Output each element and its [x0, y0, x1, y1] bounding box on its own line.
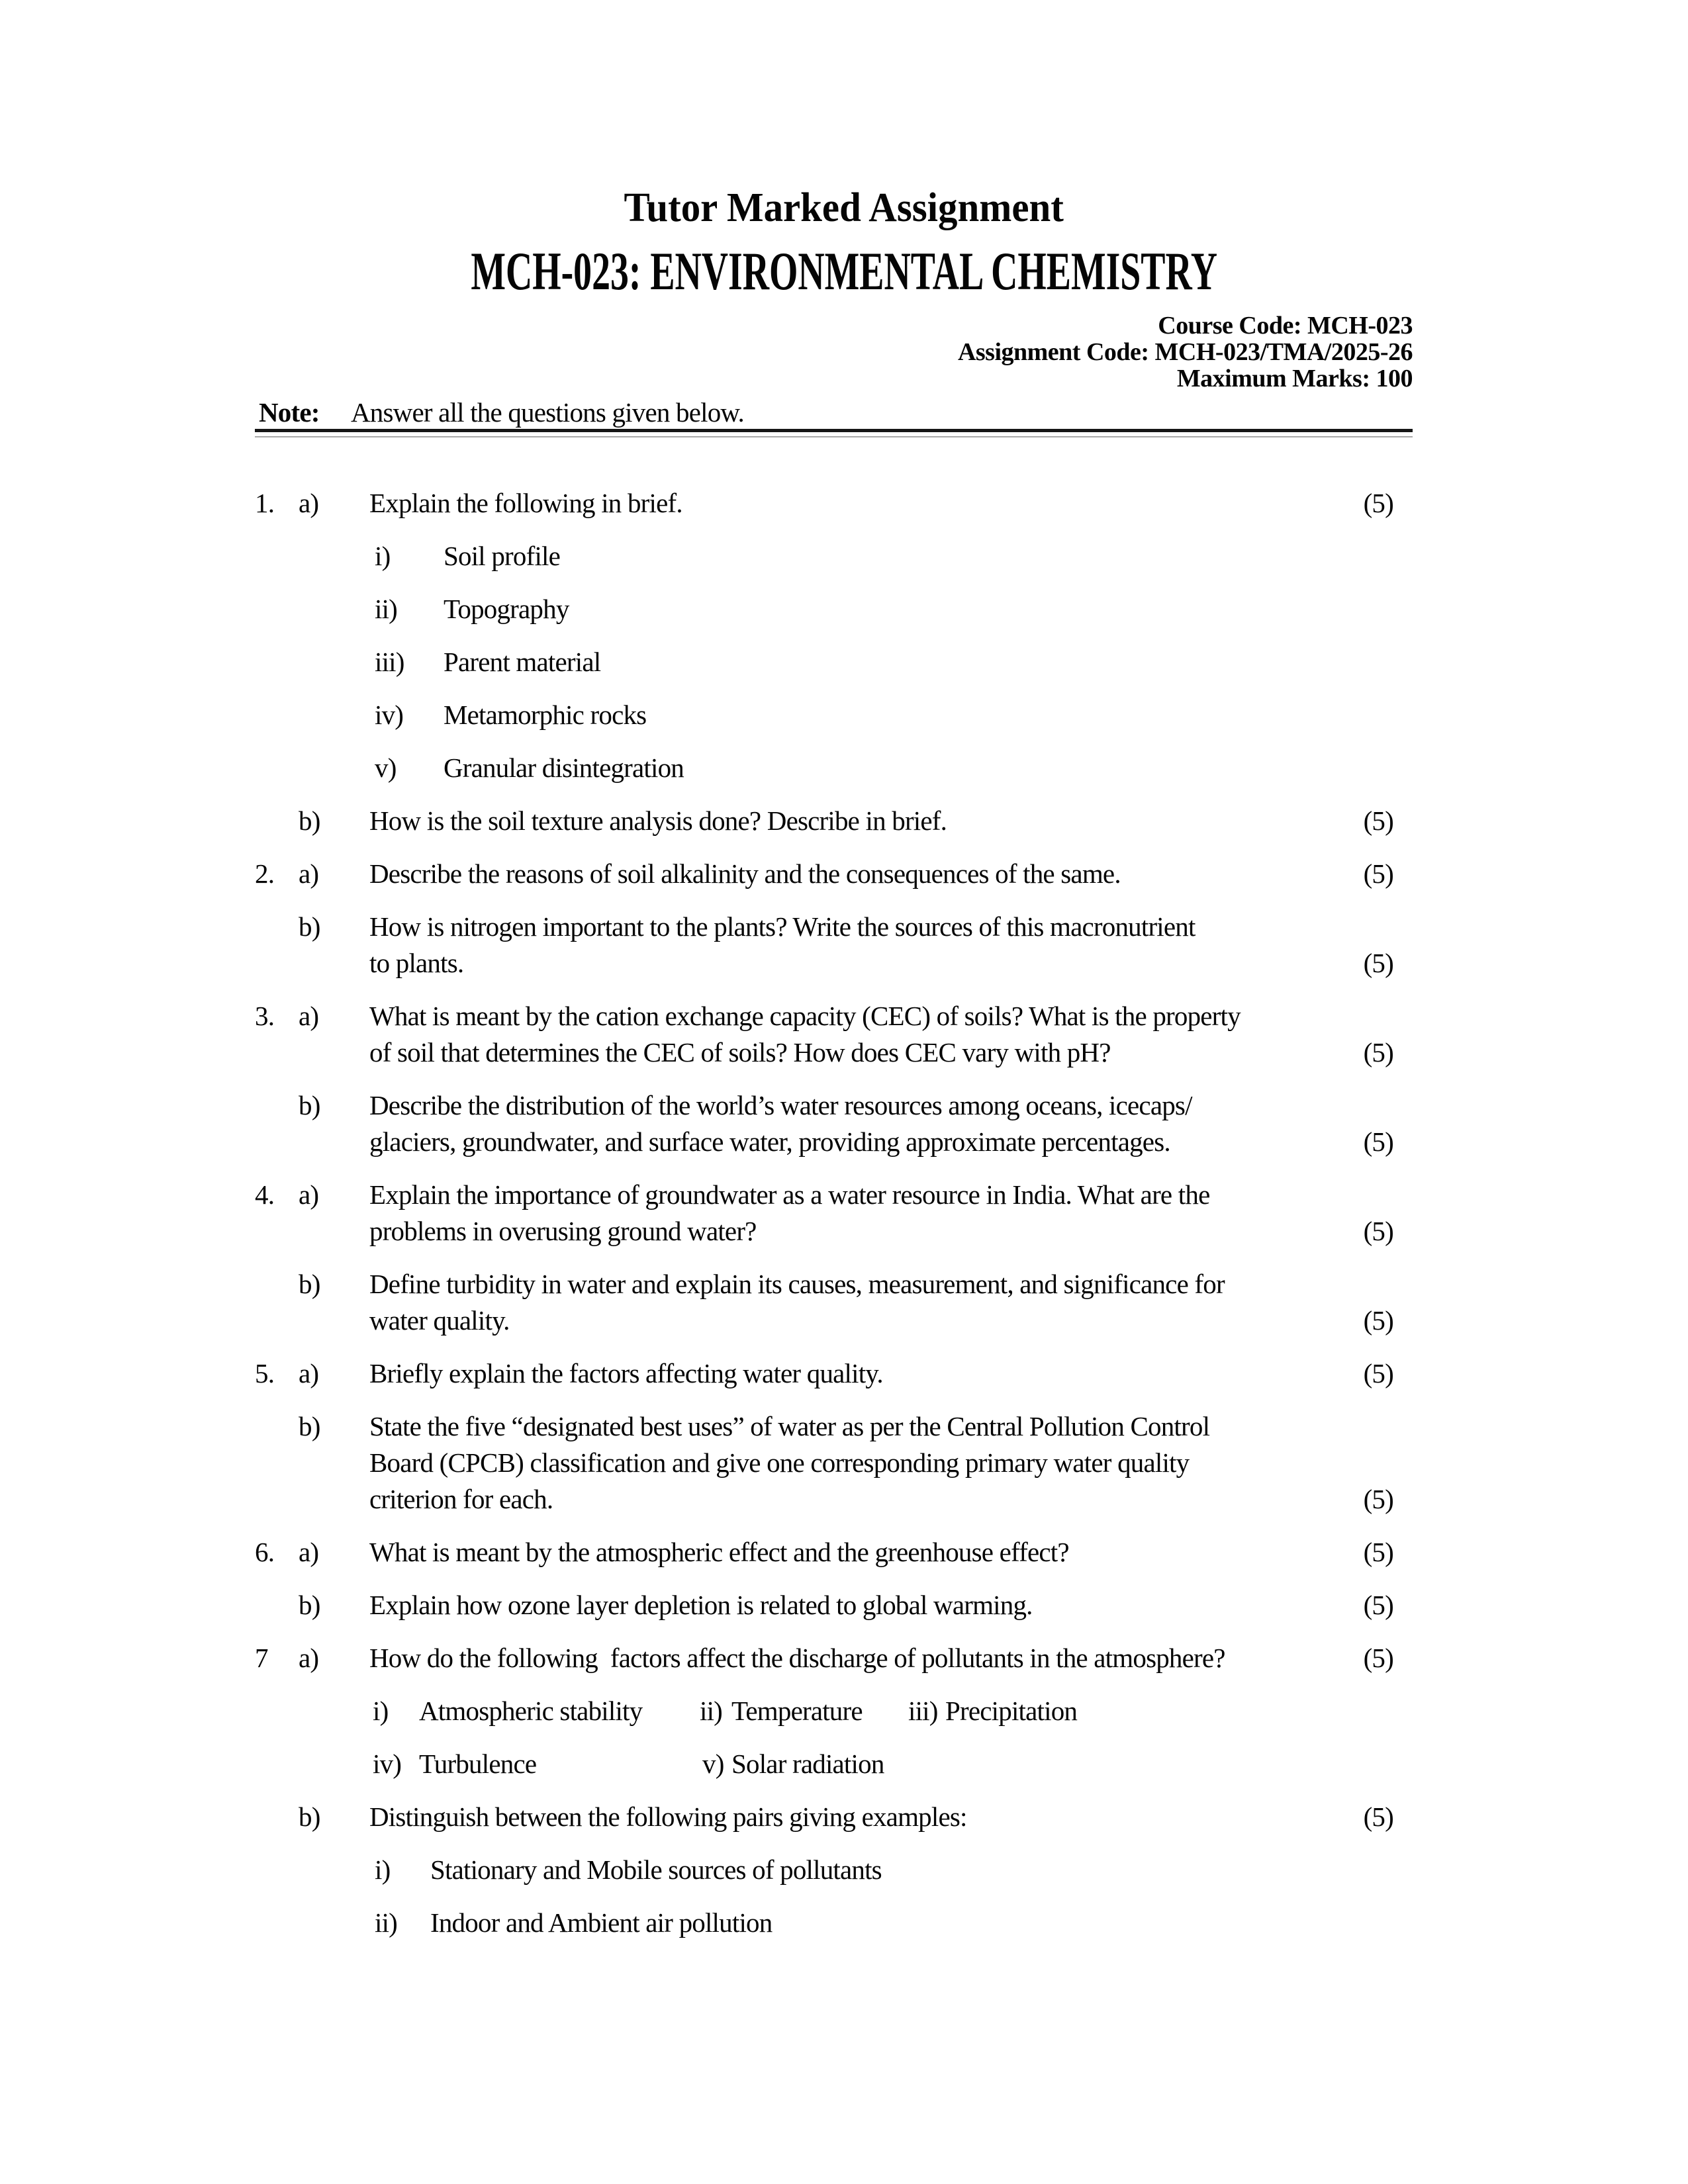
- subitem: [369, 1905, 1314, 1941]
- subitem-row-1a-iii: [255, 644, 1393, 680]
- factors-line: [369, 1693, 1314, 1729]
- spacer: [255, 1799, 299, 1835]
- factor-text: Turbulence: [419, 1749, 537, 1779]
- part-text: [369, 856, 1314, 892]
- factor-item: [702, 1746, 884, 1782]
- subitem-text: Topography: [444, 594, 569, 624]
- question-row-3a: [255, 998, 1393, 1071]
- question-text-line: How is nitrogen important to the plants? Write the sources of this macronutrient: [369, 911, 1196, 942]
- subitem-text: Parent material: [444, 647, 601, 677]
- question-row-3b: [255, 1087, 1393, 1160]
- part-letter: a): [299, 1358, 319, 1388]
- question-text-line: How do the following factors affect the discharge of pollutants in the atmosphere?: [369, 1643, 1225, 1673]
- subitem-text: Stationary and Mobile sources of pollutants: [430, 1854, 882, 1885]
- assignment-meta: [0, 312, 1688, 392]
- question-row-5b: [255, 1408, 1393, 1518]
- question-text-line: water quality.: [369, 1305, 510, 1336]
- marks-label: (5): [1363, 1305, 1393, 1336]
- part-text: [369, 1355, 1314, 1392]
- question-text-line: What is meant by the atmospheric effect and the greenhouse effect?: [369, 1537, 1069, 1567]
- factors-line: [369, 1746, 1314, 1782]
- spacer: [255, 1693, 299, 1729]
- factor-text: Atmospheric stability: [419, 1696, 643, 1726]
- part-letter: a): [299, 1179, 319, 1210]
- question-text-line: State the five “designated best uses” of water as per the Central Pollution Control: [369, 1411, 1210, 1441]
- part-letter: b): [299, 1090, 320, 1120]
- marks-label: (5): [1363, 1037, 1393, 1068]
- question-row-7b: [255, 1799, 1393, 1835]
- part-letter: a): [299, 1643, 319, 1673]
- question-number: 3.: [255, 1001, 275, 1031]
- question-text-line: to plants.: [369, 948, 464, 978]
- question-text-line: Explain the following in brief.: [369, 488, 682, 518]
- question-number: 2.: [255, 858, 275, 889]
- note-label: Note:: [259, 397, 320, 428]
- marks-label: (5): [1363, 1537, 1393, 1567]
- marks-label: (5): [1363, 1126, 1393, 1157]
- divider-rule-main: [255, 429, 1413, 432]
- question-text-line: Explain the importance of groundwater as a water resource in India. What are the: [369, 1179, 1210, 1210]
- spacer: [299, 1693, 369, 1729]
- question-text-line: Describe the reasons of soil alkalinity and the consequences of the same.: [369, 858, 1121, 889]
- factors-row-2: [255, 1746, 1393, 1782]
- subitem-row-7b-i: [255, 1852, 1393, 1888]
- question-row-4b: [255, 1266, 1393, 1339]
- assignment-code: Assignment Code: MCH-023/TMA/2025-26: [957, 338, 1413, 366]
- spacer: [255, 909, 299, 981]
- spacer: [299, 750, 369, 786]
- spacer: [299, 538, 369, 574]
- subitem-text: Metamorphic rocks: [444, 700, 647, 730]
- factor-text: Temperature: [731, 1696, 863, 1726]
- question-number: 5.: [255, 1358, 275, 1388]
- subitem-row-1a-iv: [255, 697, 1393, 733]
- part-text: [369, 485, 1314, 522]
- spacer: [255, 591, 299, 627]
- subitem-text: Granular disintegration: [444, 752, 684, 783]
- marks-label: (5): [1363, 1801, 1393, 1832]
- subitem-label: i): [375, 541, 391, 571]
- factor-item: [908, 1693, 1077, 1729]
- part-text: [369, 909, 1314, 981]
- subitem-label: ii): [375, 1907, 398, 1938]
- marks-label: (5): [1363, 805, 1393, 836]
- question-text-line: What is meant by the cation exchange capacity (CEC) of soils? What is the property: [369, 1001, 1241, 1031]
- marks-label: (5): [1363, 948, 1393, 978]
- marks-label: (5): [1363, 1643, 1393, 1673]
- questions-list: [0, 485, 1688, 1941]
- subitem: [369, 538, 1314, 574]
- factor-label: iii): [908, 1696, 938, 1726]
- subitem: [369, 750, 1314, 786]
- part-letter: b): [299, 1411, 320, 1441]
- course-title-text: MCH-023: ENVIRONMENTAL CHEMISTRY: [471, 241, 1217, 301]
- course-code: Course Code: MCH-023: [1158, 312, 1413, 340]
- question-row-5a: [255, 1355, 1393, 1392]
- spacer: [299, 697, 369, 733]
- factor-item: [373, 1693, 642, 1729]
- part-letter: a): [299, 1537, 319, 1567]
- question-text-line: of soil that determines the CEC of soils? How does CEC vary with pH?: [369, 1037, 1111, 1068]
- divider-rule: [255, 429, 1413, 437]
- spacer: [255, 1587, 299, 1623]
- question-row-2b: [255, 909, 1393, 981]
- question-number: 6.: [255, 1537, 275, 1567]
- part-letter: b): [299, 805, 320, 836]
- spacer: [299, 1746, 369, 1782]
- question-row-1a: [255, 485, 1393, 522]
- spacer: [255, 538, 299, 574]
- subitem-row-7b-ii: [255, 1905, 1393, 1941]
- subitem: [369, 1852, 1314, 1888]
- question-number: 1.: [255, 488, 275, 518]
- subitem: [369, 697, 1314, 733]
- question-row-6b: [255, 1587, 1393, 1623]
- part-letter: b): [299, 1590, 320, 1620]
- question-number: 7: [255, 1643, 268, 1673]
- spacer: [255, 1852, 299, 1888]
- spacer: [299, 644, 369, 680]
- question-row-1b: [255, 803, 1393, 839]
- spacer: [255, 697, 299, 733]
- part-text: [369, 1177, 1314, 1250]
- factor-item: [700, 1693, 863, 1729]
- question-text-line: Explain how ozone layer depletion is related to global warming.: [369, 1590, 1033, 1620]
- question-row-7a: [255, 1640, 1393, 1676]
- spacer: [255, 750, 299, 786]
- question-number: 4.: [255, 1179, 275, 1210]
- marks-label: (5): [1363, 488, 1393, 518]
- subitem-label: v): [375, 752, 397, 783]
- factor-item: [373, 1746, 536, 1782]
- spacer: [255, 803, 299, 839]
- course-title: [0, 232, 1688, 302]
- question-text-line: How is the soil texture analysis done? Describe in brief.: [369, 805, 947, 836]
- question-text-line: problems in overusing ground water?: [369, 1216, 757, 1246]
- part-letter: a): [299, 488, 319, 518]
- spacer: [299, 1852, 369, 1888]
- spacer: [299, 1905, 369, 1941]
- factor-label: i): [373, 1696, 389, 1726]
- part-text: [369, 1587, 1314, 1623]
- marks-label: (5): [1363, 1590, 1393, 1620]
- divider-rule-shadow: [255, 436, 1413, 437]
- subitem-row-1a-v: [255, 750, 1393, 786]
- spacer: [255, 644, 299, 680]
- part-text: [369, 1799, 1314, 1835]
- factor-label: iv): [373, 1749, 402, 1779]
- part-letter: a): [299, 1001, 319, 1031]
- maximum-marks: Maximum Marks: 100: [1176, 365, 1413, 392]
- part-text: [369, 1266, 1314, 1339]
- spacer: [255, 1905, 299, 1941]
- factor-text: Precipitation: [945, 1696, 1078, 1726]
- note-text: Answer all the questions given below.: [351, 397, 745, 428]
- part-letter: b): [299, 911, 320, 942]
- question-row-2a: [255, 856, 1393, 892]
- part-text: [369, 1640, 1314, 1676]
- question-text-line: Distinguish between the following pairs giving examples:: [369, 1801, 967, 1832]
- question-text-line: Define turbidity in water and explain its causes, measurement, and significance for: [369, 1269, 1225, 1299]
- question-row-6a: [255, 1534, 1393, 1570]
- spacer: [299, 591, 369, 627]
- part-letter: b): [299, 1269, 320, 1299]
- spacer: [255, 1087, 299, 1160]
- factor-label: ii): [700, 1696, 723, 1726]
- part-text: [369, 1087, 1314, 1160]
- question-text-line: glaciers, groundwater, and surface water, providing approximate percentages.: [369, 1126, 1170, 1157]
- subitem-row-1a-i: [255, 538, 1393, 574]
- part-text: [369, 1534, 1314, 1570]
- part-text: [369, 803, 1314, 839]
- question-text-line: Board (CPCB) classification and give one corresponding primary water quality: [369, 1447, 1190, 1478]
- subitem-label: i): [375, 1854, 391, 1885]
- question-text-line: Describe the distribution of the world’s water resources among oceans, icecaps/: [369, 1090, 1192, 1120]
- part-text: [369, 1408, 1314, 1518]
- note-row: [0, 396, 1688, 429]
- subitem-text: Soil profile: [444, 541, 561, 571]
- part-letter: b): [299, 1801, 320, 1832]
- subitem-label: iii): [375, 647, 404, 677]
- question-text-line: criterion for each.: [369, 1484, 553, 1514]
- spacer: [255, 1408, 299, 1518]
- marks-label: (5): [1363, 1484, 1393, 1514]
- factor-label: v): [702, 1749, 724, 1779]
- subitem-row-1a-ii: [255, 591, 1393, 627]
- document-title-text: Tutor Marked Assignment: [624, 185, 1064, 230]
- marks-label: (5): [1363, 858, 1393, 889]
- subitem: [369, 591, 1314, 627]
- subitem-label: ii): [375, 594, 398, 624]
- factor-text: Solar radiation: [731, 1749, 884, 1779]
- part-text: [369, 998, 1314, 1071]
- document-title: [0, 0, 1688, 232]
- question-row-4a: [255, 1177, 1393, 1250]
- marks-label: (5): [1363, 1358, 1393, 1388]
- spacer: [255, 1266, 299, 1339]
- part-letter: a): [299, 858, 319, 889]
- subitem-label: iv): [375, 700, 404, 730]
- subitem: [369, 644, 1314, 680]
- marks-label: (5): [1363, 1216, 1393, 1246]
- subitem-text: Indoor and Ambient air pollution: [430, 1907, 773, 1938]
- spacer: [255, 1746, 299, 1782]
- factors-row-1: [255, 1693, 1393, 1729]
- question-text-line: Briefly explain the factors affecting water quality.: [369, 1358, 883, 1388]
